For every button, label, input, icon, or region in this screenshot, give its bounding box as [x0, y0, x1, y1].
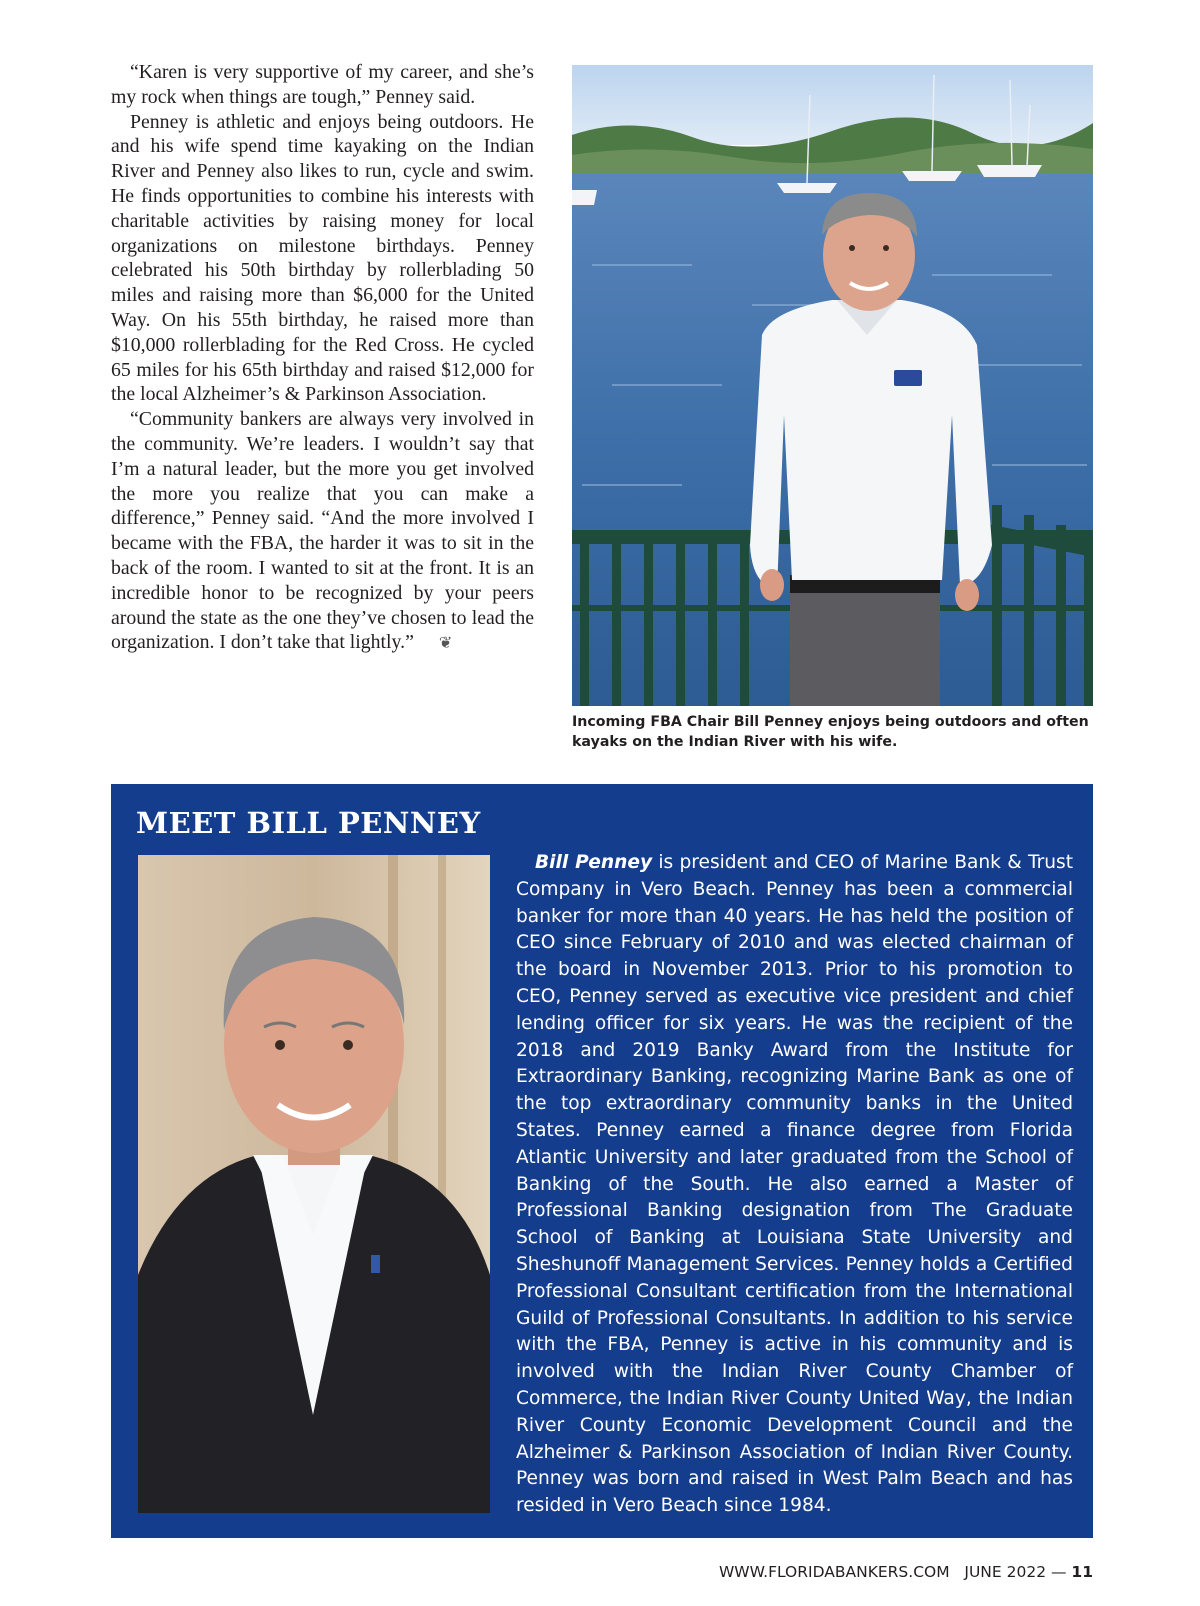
- footer-site: WWW.FLORIDABANKERS.COM: [718, 1563, 950, 1581]
- meet-bill-penney-box: [111, 784, 1093, 1538]
- bio-body: is president and CEO of Marine Bank & Trust Company in Vero Beach. Penney has been a commercial banker for more than 40 years. He has held the position of CEO since February of 2010 and was elected chairman of the board in November 2013. Prior to his promotion to CEO, Penney served as executive vice president and chief lending officer for six years. He was the recipient of the 2018 and 2019 Banky Award from the Institute for Extraordinary Banking, recognizing Marine Bank as one of the top extraordinary community banks in the United States. Penney earned a finance degree from Florida Atlantic University and later graduated from the School of Banking of the South. He also earned a Master of Professional Banking designation from The Graduate School of Banking at Louisiana State University and Sheshunoff Management Services. Penney holds a Certified Professional Consultant certification from the International Guild of Professional Consultants. In addition to his service with the FBA, Penney is active in his community and is involved with the Indian River County Chamber of Commerce, the Indian River County United Way, the Indian River County Economic Development Council and the Alzheimer & Parkinson Association of Indian River County. Penney was born and raised in West Palm Beach and has resided in Vero Beach since 1984.: [516, 852, 1073, 1517]
- end-of-article-icon: ❦: [438, 633, 453, 653]
- footer-date: JUNE 2022 —: [964, 1563, 1067, 1581]
- article-paragraph-text: “Community bankers are always very involved in the community. We’re leaders. I wouldn’t say that I’m a natural leader, but the more you get involved the more you realize that you can make a difference,” Penney said. “And the more involved I became with the FBA, the harder it was to sit in the back of the room. I wanted to sit at the front. It is an incredible honor to be recognized by your peers around the state as the one they’ve chosen to lead the organization. I don’t take that lightly.”: [111, 408, 534, 654]
- photo-penney-portrait: [138, 855, 490, 1513]
- article-text-column: [111, 60, 534, 656]
- photo-penney-outdoors: [572, 65, 1093, 706]
- bio-paragraph: [516, 850, 1073, 1520]
- page-number: 11: [1071, 1563, 1093, 1581]
- article-paragraph: Penney is athletic and enjoys being outdoors. He and his wife spend time kayaking on the Indian River and Penney also likes to run, cycle and swim. He finds opportunities to combine his interests with charitable activities by raising money for local organizations on milestone birthdays. Penney celebrated his 50th birthday by rollerblading 50 miles and raising more than $6,000 for the United Way. On his 55th birthday, he raised more than $10,000 rollerblading for the Red Cross. He cycled 65 miles for his 65th birthday and raised $12,000 for the local Alzheimer’s & Parkinson Association.: [111, 110, 534, 406]
- photo-penney-outdoors-illustration: [572, 65, 1093, 706]
- page-footer: [719, 1563, 1093, 1581]
- photo-penney-portrait-illustration: [138, 855, 490, 1513]
- meet-title: MEET BILL PENNEY: [136, 806, 481, 840]
- bio-lead-name: Bill Penney: [535, 852, 653, 873]
- bio-text: [516, 850, 1073, 1520]
- article-paragraph: [111, 407, 534, 656]
- article-paragraph: “Karen is very supportive of my career, and she’s my rock when things are tough,” Penney said.: [111, 61, 534, 108]
- photo-caption: Incoming FBA Chair Bill Penney enjoys being outdoors and often kayaks on the Indian River with his wife.: [572, 714, 1089, 750]
